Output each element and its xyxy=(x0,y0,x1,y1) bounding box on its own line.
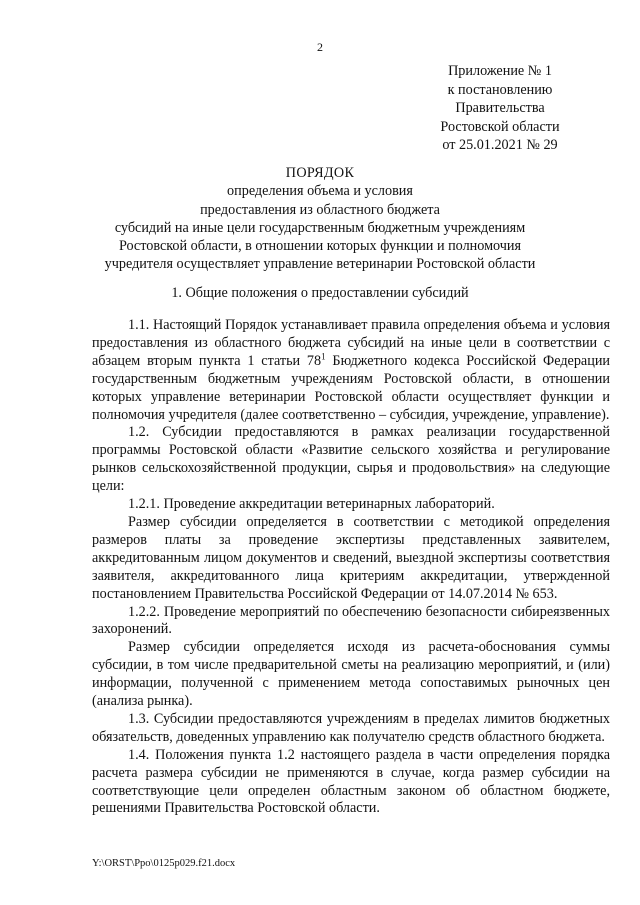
title-line: Ростовской области, в отношении которых функции и полномочия xyxy=(118,238,522,255)
paragraph-size-2: Размер субсидии определяется исходя из расчета-обоснования суммы субсидии, в том числе предварительной сметы на реализацию мероприятий, и (или) информации, полученной с применением метода сопоставимых рыночных цен (анализа рынка). xyxy=(92,639,610,710)
paragraph-1-2: 1.2. Субсидии предоставляются в рамках реализации государственной программы Ростовской области «Развитие сельского хозяйства и регулирование рынков сельскохозяйственной продукции, сырья и продовольствия» на следующие цели: xyxy=(92,424,610,495)
paragraph-1-4: 1.4. Положения пункта 1.2 настоящего раздела в части определения порядка расчета размера субсидии не применяются в случае, когда размер субсидии на соответствующие цели определен областным законом об областном бюджете, решениями Правительства Ростовской области. xyxy=(92,746,610,817)
file-path-footer: Y:\ORST\Ppo\0125p029.f21.docx xyxy=(92,858,236,869)
page-number: 2 xyxy=(317,40,323,54)
appendix-line: Правительства xyxy=(455,100,545,116)
title-line: субсидий на иные цели государственным бюджетным учреждениям xyxy=(114,219,526,236)
paragraph-text: 1.1. Настоящий Порядок устанавливает правила определения объема и условия предоставления из областного бюджета субсидий на иные цели в соответствии с абзацем вторым пункта 1 статьи 78 xyxy=(92,317,610,369)
document-body xyxy=(92,317,610,818)
paragraph-1-2-1: 1.2.1. Проведение аккредитации ветеринарных лабораторий. xyxy=(128,496,495,513)
appendix-line: к постановлению xyxy=(447,81,553,98)
paragraph-size-1: Размер субсидии определяется в соответствии с методикой определения размеров платы за проведение экспертизы представленных заявителем, аккредитованным лицом документов и сведений, выездной экспертизы соответствия заявителя, аккредитованного лица критериям аккредитации, утвержденной постановлением Правительства Российской Федерации от 14.07.2014 № 653. xyxy=(92,513,610,602)
paragraph-1-2-2: 1.2.2. Проведение мероприятий по обеспечению безопасности сибиреязвенных захоронений. xyxy=(92,603,610,638)
appendix-line: Ростовской области xyxy=(440,118,560,135)
paragraph-1-1 xyxy=(92,317,610,424)
document-title xyxy=(70,164,570,274)
title-line: предоставления из областного бюджета xyxy=(200,201,440,218)
appendix-line: Приложение № 1 xyxy=(448,63,552,79)
paragraph-text: Бюджетного кодекса Российской Федерации государственным бюджетным учреждениям Ростовской области, в отношении которых управление ветеринарии Ростовской области осуществляет функции и полномочия учредителя (далее соответственно – субсидия, учреждение, управление). xyxy=(92,352,611,423)
appendix-line: от 25.01.2021 № 29 xyxy=(442,137,558,153)
title-line: учредителя осуществляет управление ветеринарии Ростовской области xyxy=(104,256,536,273)
title-main: ПОРЯДОК xyxy=(285,165,355,181)
paragraph-1-3: 1.3. Субсидии предоставляются учреждениям в пределах лимитов бюджетных обязательств, доведенных управлению как получателю средств областного бюджета. xyxy=(92,710,610,745)
appendix-header xyxy=(405,62,595,155)
title-line: определения объема и условия xyxy=(227,183,413,200)
section-heading: 1. Общие положения о предоставлении субсидий xyxy=(171,285,469,301)
superscript: 1 xyxy=(321,351,326,362)
